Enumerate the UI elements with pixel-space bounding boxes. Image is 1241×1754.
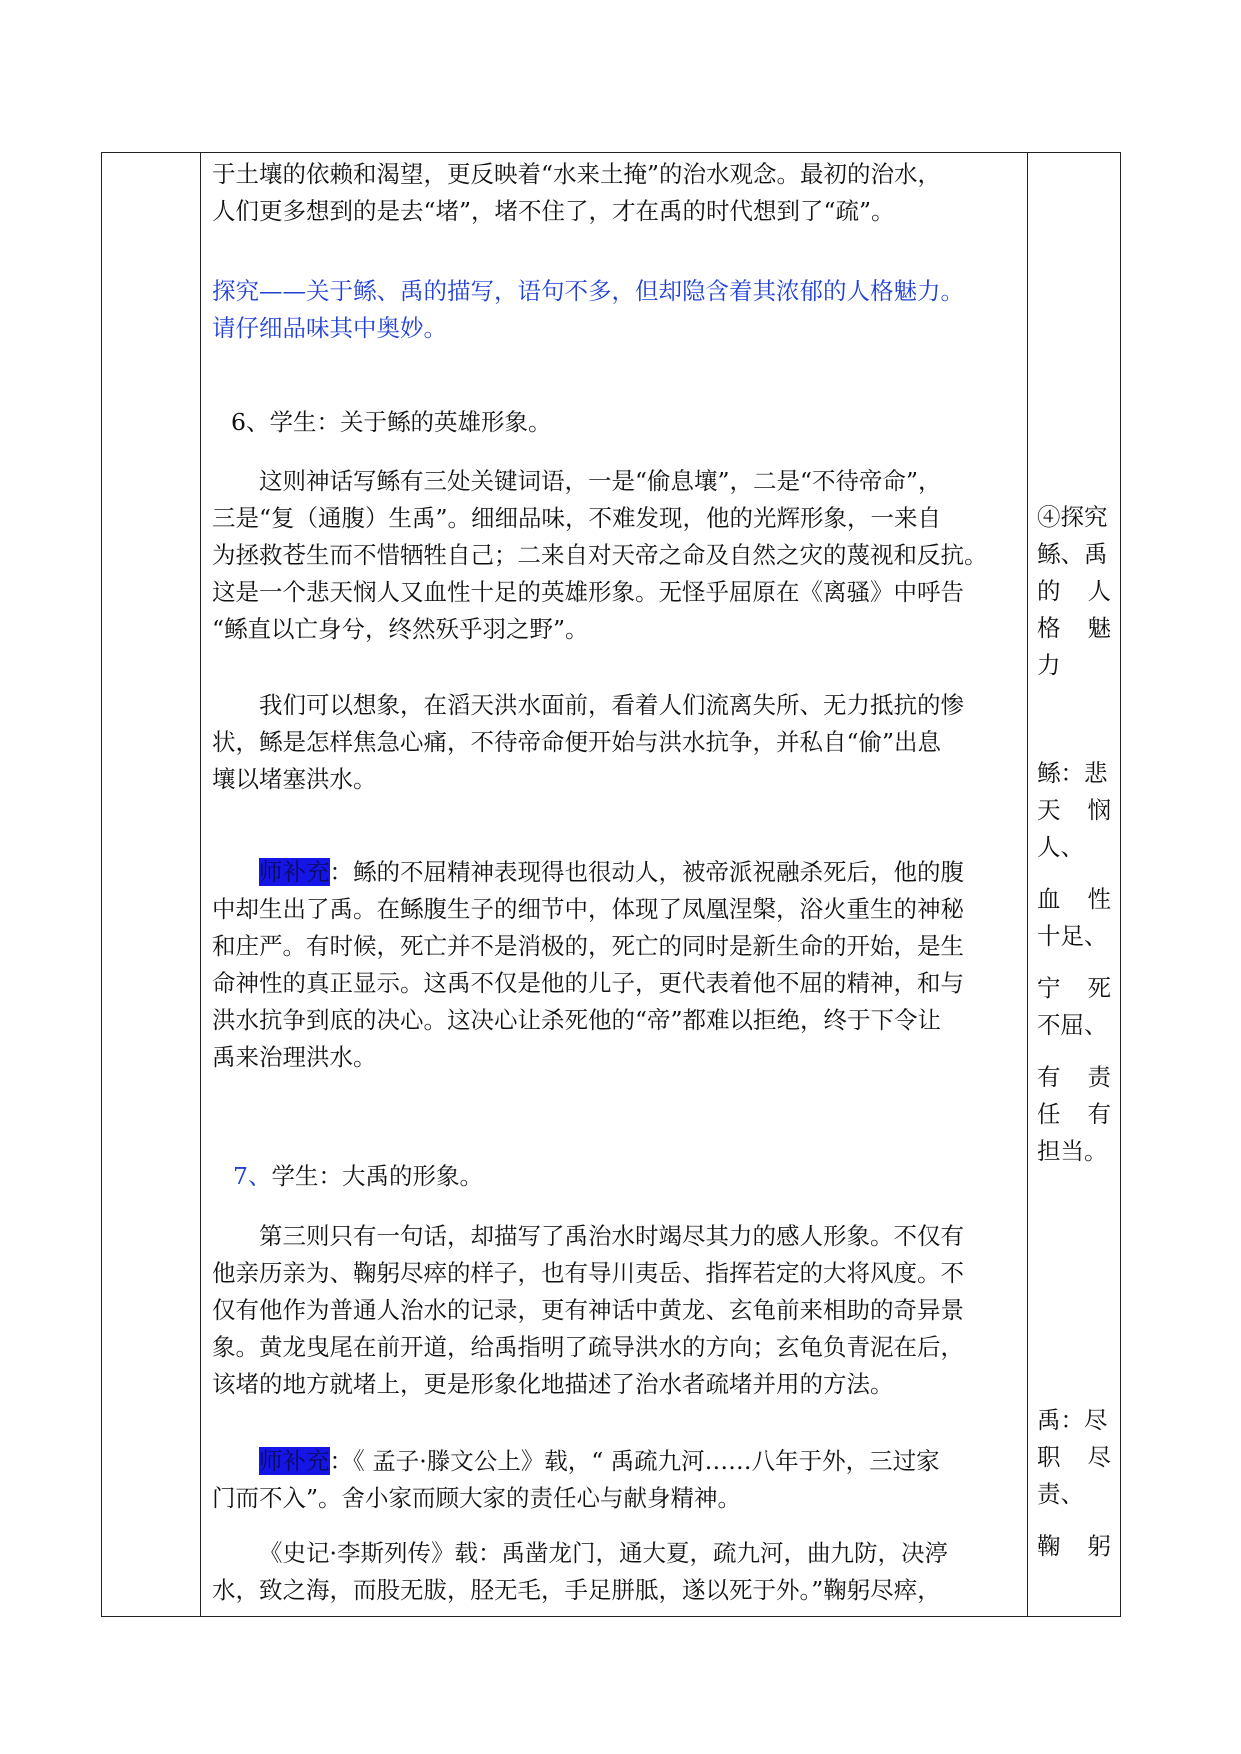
- side-gun-traits-2: [1037, 881, 1111, 955]
- text-line: 状，鲧是怎样焦急心痛，不待帝命便开始与洪水抗争，并私自“偷”出息: [212, 728, 942, 756]
- text-line: 禹来治理洪水。: [212, 1043, 377, 1071]
- side-line: 人、: [1037, 833, 1084, 861]
- text-line: 该堵的地方就堵上，更是形象化地描述了治水者疏堵并用的方法。: [212, 1370, 894, 1398]
- side-title: [1037, 499, 1111, 684]
- side-line: 鲧：悲: [1037, 759, 1108, 787]
- section-7-paragraph-1: [212, 1218, 964, 1403]
- text-line: 为拯救苍生而不惜牺牲自己；二来自对天帝之命及自然之灾的蔑视和反抗。: [212, 541, 988, 569]
- side-line: 任 有: [1037, 1100, 1111, 1128]
- side-gun-traits-3: [1037, 970, 1111, 1044]
- text-run: ：鲧的不屈精神表现得也很动人，被帝派祝融杀死后，他的腹: [329, 858, 964, 886]
- column-divider-left: [200, 152, 201, 1617]
- section-6-teacher-note: [212, 854, 964, 1076]
- text-run: ：《 孟子·滕文公上》载，“ 禹疏九河……八年于外，三过家: [329, 1447, 940, 1475]
- text-line: 门而不入”。舍小家而顾大家的责任心与献身精神。: [212, 1484, 742, 1512]
- heading-number: 7、: [233, 1162, 272, 1190]
- side-gun-traits-4: [1037, 1059, 1111, 1170]
- text-line: 洪水抗争到底的决心。这决心让杀死他的“帝”都难以拒绝，终于下令让: [212, 1006, 942, 1034]
- section-7-teacher-note: [212, 1443, 940, 1517]
- side-line: 职 尽: [1037, 1443, 1111, 1471]
- explore-prompt: [212, 273, 964, 347]
- teacher-supplement-highlight: 师补充: [259, 858, 330, 886]
- section-7-heading: [233, 1158, 483, 1195]
- side-yu-traits: [1037, 1402, 1111, 1513]
- text-line: 第三则只有一句话，却描写了禹治水时竭尽其力的感人形象。不仅有: [259, 1222, 964, 1250]
- text-line: 象。黄龙曳尾在前开道，给禹指明了疏导洪水的方向；玄龟负青泥在后，: [212, 1333, 964, 1361]
- side-line: 不屈、: [1037, 1011, 1108, 1039]
- text-line: 和庄严。有时候，死亡并不是消极的，死亡的同时是新生命的开始，是生: [212, 932, 964, 960]
- section-6-paragraph-2: [212, 687, 964, 798]
- text-line: 这则神话写鲧有三处关键词语，一是“偷息壤”，二是“不待帝命”，: [259, 467, 942, 495]
- side-line: ④探究: [1037, 503, 1108, 531]
- text-line: 探究——关于鲧、禹的描写，语句不多，但却隐含着其浓郁的人格魅力。: [212, 277, 964, 305]
- text-line: 水，致之海，而股无胈，胫无毛，手足胼胝，遂以死于外。”鞠躬尽瘁，: [212, 1576, 941, 1604]
- column-divider-right: [1027, 152, 1028, 1617]
- text-line: 我们可以想象，在滔天洪水面前，看着人们流离失所、无力抵抗的惨: [259, 691, 964, 719]
- text-line: 中却生出了禹。在鲧腹生子的细节中，体现了凤凰涅槃，浴火重生的神秘: [212, 895, 964, 923]
- text-line: 壤以堵塞洪水。: [212, 765, 377, 793]
- text-line: 请仔细品味其中奥妙。: [212, 314, 447, 342]
- teacher-supplement-highlight: 师补充: [259, 1447, 330, 1475]
- side-line: 宁 死: [1037, 974, 1111, 1002]
- side-line: 血 性: [1037, 885, 1111, 913]
- side-line: 鲧、禹: [1037, 540, 1108, 568]
- section-6-paragraph-1: [212, 463, 988, 648]
- section-6-heading: [231, 404, 551, 441]
- heading-text: 6、学生：关于鲧的英雄形象。: [231, 408, 552, 436]
- side-line: 责、: [1037, 1480, 1084, 1508]
- side-line: 鞠 躬: [1037, 1532, 1111, 1560]
- side-line: 十足、: [1037, 922, 1108, 950]
- text-line: 于土壤的依赖和渴望，更反映着“水来土掩”的治水观念。最初的治水，: [212, 160, 942, 188]
- side-line: 格 魅: [1037, 614, 1111, 642]
- text-line: 三是“复（通腹）生禹”。细细品味，不难发现，他的光辉形象，一来自: [212, 504, 942, 532]
- side-gun-traits: [1037, 755, 1111, 866]
- text-line: “鲧直以亡身兮，终然殀乎羽之野”。: [212, 615, 589, 643]
- side-line: 禹：尽: [1037, 1406, 1108, 1434]
- text-line: 人们更多想到的是去“堵”，堵不住了，才在禹的时代想到了“疏”。: [212, 197, 895, 225]
- side-yu-traits-2: [1037, 1528, 1111, 1565]
- side-line: 力: [1037, 651, 1061, 679]
- side-line: 的 人: [1037, 577, 1111, 605]
- text-line: 仅有他作为普通人治水的记录，更有神话中黄龙、玄龟前来相助的奇异景: [212, 1296, 964, 1324]
- heading-text: 学生：大禹的形象。: [271, 1162, 483, 1190]
- side-line: 担当。: [1037, 1137, 1108, 1165]
- section-7-shiji-quote: [212, 1535, 948, 1609]
- text-line: 命神性的真正显示。这禹不仅是他的儿子，更代表着他不屈的精神，和与: [212, 969, 964, 997]
- side-line: 有 责: [1037, 1063, 1111, 1091]
- text-line: 他亲历亲为、鞠躬尽瘁的样子，也有导川夷岳、指挥若定的大将风度。不: [212, 1259, 964, 1287]
- intro-paragraph: [212, 156, 941, 230]
- text-line: 《史记·李斯列传》载：禹凿龙门，通大夏，疏九河，曲九防，决渟: [259, 1539, 948, 1567]
- text-line: 这是一个悲天悯人又血性十足的英雄形象。无怪乎屈原在《离骚》中呼告: [212, 578, 964, 606]
- side-line: 天 悯: [1037, 796, 1111, 824]
